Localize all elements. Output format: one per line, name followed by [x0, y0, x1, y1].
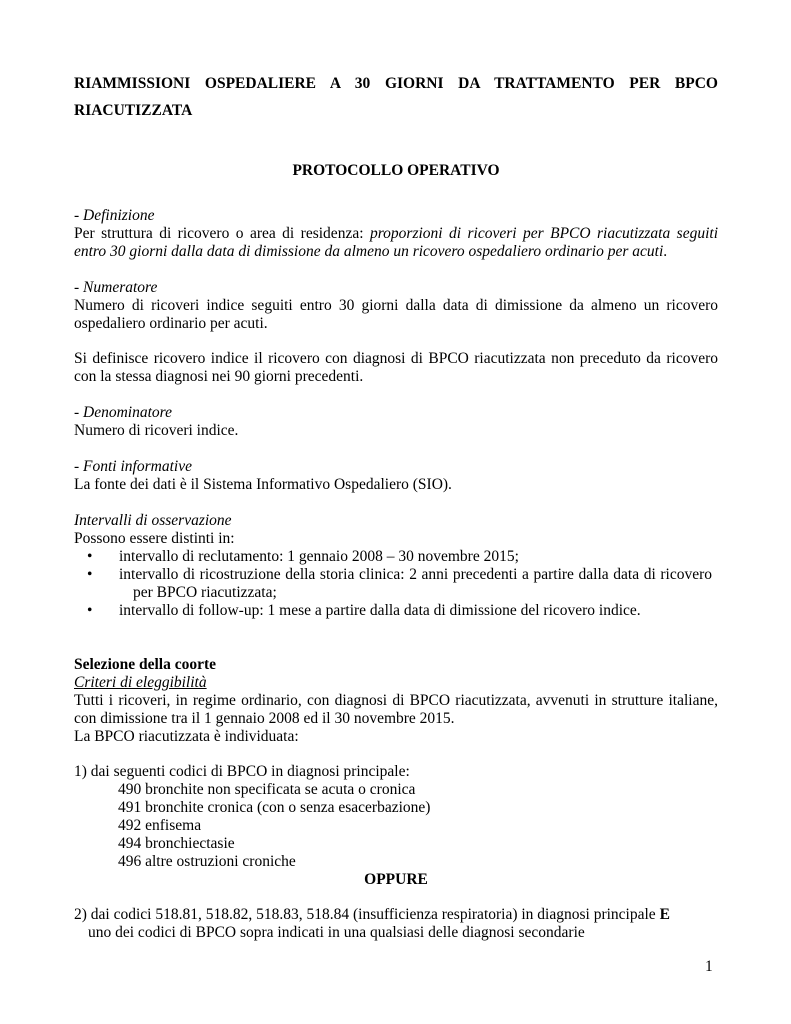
fonti-heading: - Fonti informative [74, 458, 192, 475]
section-codici [74, 763, 718, 889]
alt-bold-e: E [659, 906, 670, 923]
indice-line-1: Si definisce ricovero indice il ricovero con diagnosi di BPCO riacutizzata non preceduto da ricovero [74, 350, 718, 367]
intervallo-storia-clinica-2: per BPCO riacutizzata; [133, 584, 277, 601]
intervallo-storia-clinica-1: intervallo di ricostruzione della storia clinica: 2 anni precedenti a partire dalla data di ricovero [119, 566, 712, 583]
list-item [74, 602, 718, 620]
coorte-line-2: con dimissione tra il 1 gennaio 2008 ed il 30 novembre 2015. [74, 710, 455, 727]
definizione-heading: - Definizione [74, 207, 155, 224]
indice-line-2: con la stessa diagnosi nei 90 giorni precedenti. [74, 368, 364, 385]
intervallo-follow-up: intervallo di follow-up: 1 mese a partire dalla data di dimissione del ricovero indice. [119, 602, 641, 619]
list-item: 494 bronchiectasie [118, 835, 235, 852]
numeratore-line-2: ospedaliero ordinario per acuti. [74, 315, 268, 332]
alt-line-1 [74, 906, 718, 924]
document-subtitle: PROTOCOLLO OPERATIVO [292, 162, 500, 179]
coorte-heading: Selezione della coorte [74, 656, 217, 673]
numeratore-line-1: Numero di ricoveri indice seguiti entro 30 giorni dalla data di dimissione da almeno un ricovero [74, 297, 718, 314]
page-number: 1 [705, 958, 713, 975]
coorte-line-3: La BPCO riacutizzata è individuata: [74, 728, 299, 745]
definizione-text-plain: Per struttura di ricovero o area di residenza: [74, 225, 370, 242]
section-denominatore [74, 404, 718, 440]
numeratore-heading: - Numeratore [74, 279, 158, 296]
intervalli-list [74, 548, 718, 620]
bullet-icon: • [87, 548, 93, 565]
oppure-label: OPPURE [364, 871, 428, 888]
denominatore-text: Numero di ricoveri indice. [74, 422, 239, 439]
definizione-text-italic-2: entro 30 giorni dalla data di dimissione da almeno un ricovero ospedaliero ordinario per acuti [74, 243, 664, 260]
bullet-icon: • [87, 566, 93, 583]
definizione-line-1 [74, 225, 718, 243]
intervalli-heading: Intervalli di osservazione [74, 512, 232, 529]
list-item [74, 548, 718, 566]
section-codici-alternativi [74, 906, 718, 942]
intervalli-intro: Possono essere distinti in: [74, 530, 235, 547]
definizione-text-end: . [663, 243, 668, 260]
denominatore-heading: - Denominatore [74, 404, 173, 421]
fonti-text: La fonte dei dati è il Sistema Informativo Ospedaliero (SIO). [74, 476, 452, 493]
definizione-line-2 [74, 243, 718, 261]
title-line-1: RIAMMISSIONI OSPEDALIERE A 30 GIORNI DA TRATTAMENTO PER BPCO [74, 75, 718, 92]
codici-intro: 1) dai seguenti codici di BPCO in diagnosi principale: [74, 763, 410, 780]
section-coorte [74, 656, 718, 746]
definizione-text-italic: proporzioni di ricoveri per BPCO riacutizzata seguiti [369, 225, 718, 242]
alt-line-2: uno dei codici di BPCO sopra indicati in una qualsiasi delle diagnosi secondarie [88, 924, 585, 941]
list-item: 492 enfisema [118, 817, 202, 834]
section-fonti [74, 458, 718, 494]
alt-text: 2) dai codici 518.81, 518.82, 518.83, 518.84 (insufficienza respiratoria) in diagnosi principale [74, 906, 660, 923]
bullet-icon: • [87, 602, 93, 619]
list-item: 491 bronchite cronica (con o senza esacerbazione) [118, 799, 431, 816]
list-item: 490 bronchite non specificata se acuta o cronica [118, 781, 416, 798]
coorte-line-1: Tutti i ricoveri, in regime ordinario, con diagnosi di BPCO riacutizzata, avvenuti in strutture italiane, [74, 692, 718, 709]
intervallo-reclutamento: intervallo di reclutamento: 1 gennaio 2008 – 30 novembre 2015; [119, 548, 519, 565]
list-item: 496 altre ostruzioni croniche [118, 853, 296, 870]
document-title [74, 70, 718, 124]
criteri-heading: Criteri di eleggibilità [74, 674, 207, 691]
section-intervalli [74, 512, 718, 620]
section-definizione [74, 207, 718, 261]
codici-list [74, 781, 718, 871]
section-ricovero-indice [74, 350, 718, 386]
list-item [74, 566, 718, 602]
section-numeratore [74, 279, 718, 333]
title-line-2: RIACUTIZZATA [74, 102, 193, 119]
